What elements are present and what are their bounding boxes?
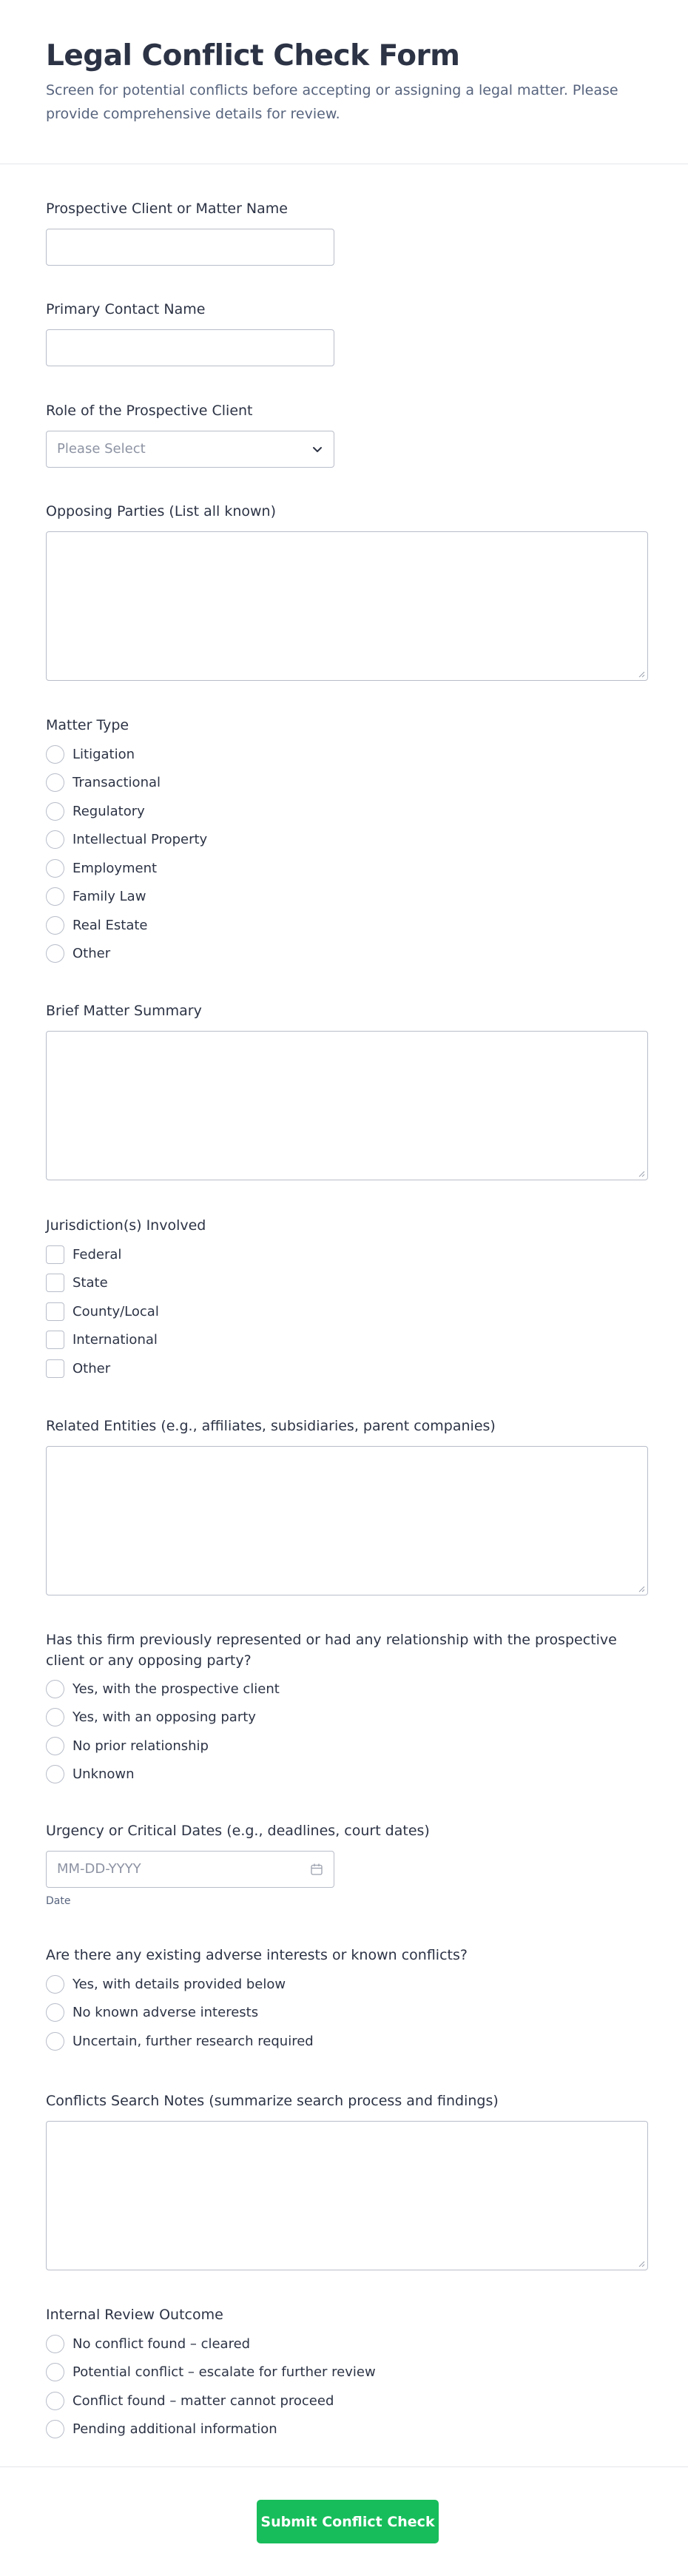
option-label: Unknown xyxy=(72,1766,135,1783)
checkbox[interactable] xyxy=(46,1274,64,1292)
date-placeholder: MM-DD-YYYY xyxy=(57,1861,141,1877)
question-summary xyxy=(46,1001,648,1180)
radio-button[interactable] xyxy=(46,887,64,906)
outcome-option[interactable] xyxy=(46,2387,376,2415)
matter-type-label: Matter Type xyxy=(46,717,129,733)
option-label: Employment xyxy=(72,860,158,876)
question-role xyxy=(46,400,334,468)
adverse-option[interactable] xyxy=(46,1999,468,2028)
outcome-options xyxy=(46,2330,376,2444)
adverse-options xyxy=(46,1970,468,2056)
outcome-option[interactable] xyxy=(46,2358,376,2387)
option-label: Yes, with details provided below xyxy=(72,1976,286,1992)
date-sublabel: Date xyxy=(46,1895,71,1907)
question-notes xyxy=(46,2091,648,2270)
radio-button[interactable] xyxy=(46,1765,64,1783)
option-label: Uncertain, further research required xyxy=(72,2033,314,2049)
jurisdiction-option[interactable] xyxy=(46,1269,206,1298)
radio-button[interactable] xyxy=(46,859,64,878)
outcome-option[interactable] xyxy=(46,2330,376,2358)
option-label: No prior relationship xyxy=(72,1738,209,1754)
adverse-option[interactable] xyxy=(46,1970,468,1999)
jurisdiction-option[interactable] xyxy=(46,1297,206,1326)
date-input[interactable] xyxy=(46,1851,334,1888)
option-label: Pending additional information xyxy=(72,2421,277,2438)
option-label: Yes, with an opposing party xyxy=(72,1709,256,1726)
jurisdiction-option[interactable] xyxy=(46,1240,206,1269)
radio-button[interactable] xyxy=(46,1680,64,1698)
matter-type-option[interactable] xyxy=(46,740,207,769)
prior-options xyxy=(46,1675,638,1789)
adverse-label: Are there any existing adverse interests or known conflicts? xyxy=(46,1947,468,1963)
option-label: State xyxy=(72,1275,108,1291)
summary-textarea[interactable] xyxy=(46,1031,648,1180)
question-prior xyxy=(46,1630,638,1789)
option-label: No conflict found – cleared xyxy=(72,2335,251,2352)
radio-button[interactable] xyxy=(46,745,64,764)
matter-type-options xyxy=(46,740,207,968)
option-label: Real Estate xyxy=(72,917,148,933)
resize-grip-icon[interactable] xyxy=(638,2260,645,2267)
option-label: Potential conflict – escalate for further review xyxy=(72,2364,376,2381)
option-label: Family Law xyxy=(72,889,146,905)
radio-button[interactable] xyxy=(46,916,64,935)
question-outcome xyxy=(46,2304,376,2444)
jurisdiction-option[interactable] xyxy=(46,1326,206,1355)
client-name-input[interactable] xyxy=(46,229,334,266)
matter-type-option[interactable] xyxy=(46,769,207,798)
radio-button[interactable] xyxy=(46,2392,64,2410)
submit-button[interactable]: Submit Conflict Check xyxy=(257,2500,439,2543)
radio-button[interactable] xyxy=(46,2420,64,2438)
question-related xyxy=(46,1416,648,1595)
client-name-label: Prospective Client or Matter Name xyxy=(46,201,288,217)
radio-button[interactable] xyxy=(46,1708,64,1726)
calendar-icon[interactable] xyxy=(310,1863,323,1876)
jurisdiction-label: Jurisdiction(s) Involved xyxy=(46,1217,206,1234)
outcome-option[interactable] xyxy=(46,2415,376,2444)
checkbox[interactable] xyxy=(46,1245,64,1264)
prior-option[interactable] xyxy=(46,1761,638,1789)
jurisdiction-options xyxy=(46,1240,206,1383)
related-textarea[interactable] xyxy=(46,1446,648,1595)
checkbox[interactable] xyxy=(46,1302,64,1321)
matter-type-option[interactable] xyxy=(46,797,207,826)
summary-label: Brief Matter Summary xyxy=(46,1003,202,1019)
form-header xyxy=(0,0,688,164)
radio-button[interactable] xyxy=(46,830,64,849)
question-jurisdiction xyxy=(46,1215,206,1383)
outcome-label: Internal Review Outcome xyxy=(46,2307,223,2323)
prior-option[interactable] xyxy=(46,1675,638,1704)
matter-type-option[interactable] xyxy=(46,911,207,940)
option-label: Litigation xyxy=(72,746,135,762)
matter-type-option[interactable] xyxy=(46,854,207,883)
prior-label: Has this firm previously represented or had any relationship with the prospective client or any opposing party? xyxy=(46,1632,617,1669)
opposing-textarea[interactable] xyxy=(46,531,648,681)
radio-button[interactable] xyxy=(46,2363,64,2381)
role-select[interactable] xyxy=(46,431,334,468)
question-opposing xyxy=(46,501,648,681)
page-subtitle: Screen for potential conflicts before accepting or assigning a legal matter. Please provide comprehensive details for review. xyxy=(46,82,618,122)
question-matter-type xyxy=(46,715,207,968)
urgency-label: Urgency or Critical Dates (e.g., deadlines, court dates) xyxy=(46,1823,430,1839)
form-footer xyxy=(0,2466,688,2576)
role-label: Role of the Prospective Client xyxy=(46,403,253,419)
radio-button[interactable] xyxy=(46,944,64,963)
option-label: Regulatory xyxy=(72,803,145,819)
notes-textarea[interactable] xyxy=(46,2121,648,2270)
checkbox[interactable] xyxy=(46,1359,64,1378)
checkbox[interactable] xyxy=(46,1331,64,1349)
option-label: Other xyxy=(72,1360,111,1376)
notes-label: Conflicts Search Notes (summarize search process and findings) xyxy=(46,2093,499,2109)
page-title: Legal Conflict Check Form xyxy=(46,39,460,73)
option-label: No known adverse interests xyxy=(72,2005,259,2021)
chevron-down-icon xyxy=(310,442,325,457)
radio-button[interactable] xyxy=(46,2003,64,2022)
option-label: County/Local xyxy=(72,1303,159,1319)
adverse-option[interactable] xyxy=(46,2027,468,2056)
option-label: Conflict found – matter cannot proceed xyxy=(72,2392,334,2409)
matter-type-option[interactable] xyxy=(46,940,207,969)
prior-option[interactable] xyxy=(46,1732,638,1761)
opposing-label: Opposing Parties (List all known) xyxy=(46,503,277,519)
resize-grip-icon[interactable] xyxy=(638,1585,645,1593)
radio-button[interactable] xyxy=(46,802,64,821)
question-urgency xyxy=(46,1820,430,1907)
option-label: Federal xyxy=(72,1246,122,1262)
option-label: Intellectual Property xyxy=(72,832,208,848)
option-label: Yes, with the prospective client xyxy=(72,1681,280,1697)
role-select-placeholder: Please Select xyxy=(57,441,146,457)
radio-button[interactable] xyxy=(46,773,64,792)
option-label: Other xyxy=(72,946,111,962)
related-label: Related Entities (e.g., affiliates, subsidiaries, parent companies) xyxy=(46,1418,496,1434)
jurisdiction-option[interactable] xyxy=(46,1354,206,1383)
option-label: International xyxy=(72,1332,158,1348)
question-client-name xyxy=(46,198,334,266)
resize-grip-icon[interactable] xyxy=(638,670,645,678)
contact-name-input[interactable] xyxy=(46,329,334,366)
radio-button[interactable] xyxy=(46,1737,64,1755)
radio-button[interactable] xyxy=(46,1975,64,1994)
matter-type-option[interactable] xyxy=(46,883,207,912)
radio-button[interactable] xyxy=(46,2032,64,2051)
prior-option[interactable] xyxy=(46,1704,638,1732)
question-contact-name xyxy=(46,299,334,366)
radio-button[interactable] xyxy=(46,2335,64,2353)
resize-grip-icon[interactable] xyxy=(638,1170,645,1177)
matter-type-option[interactable] xyxy=(46,826,207,855)
option-label: Transactional xyxy=(72,775,161,791)
question-adverse xyxy=(46,1945,468,2056)
contact-name-label: Primary Contact Name xyxy=(46,301,206,317)
